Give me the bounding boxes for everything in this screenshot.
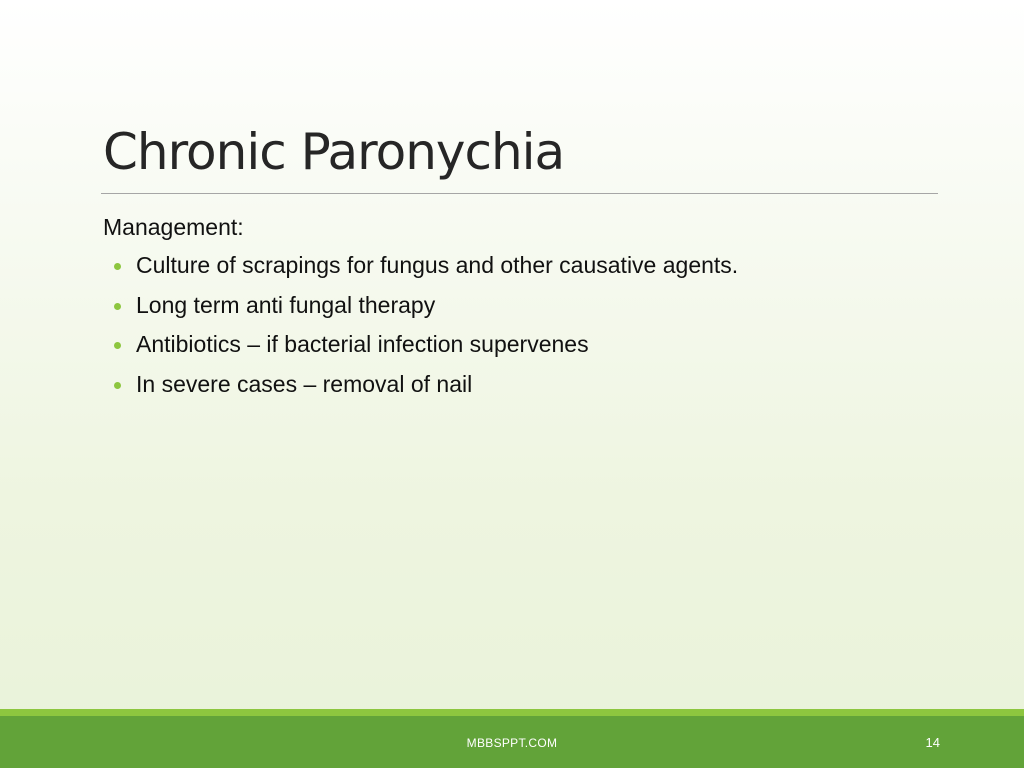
slide-number: 14 [925, 735, 940, 750]
list-item [103, 286, 933, 326]
management-heading: Management: [103, 214, 244, 240]
bullet-text: Antibiotics – if bacterial infection supervenes [136, 331, 589, 357]
list-item [103, 325, 933, 365]
slide-title: Chronic Paronychia [103, 123, 565, 181]
footer-accent-stripe [0, 709, 1024, 716]
bullet-icon [114, 303, 121, 310]
bullet-text: Culture of scrapings for fungus and other causative agents. [136, 252, 739, 278]
list-item [103, 365, 933, 405]
bullet-text: In severe cases – removal of nail [136, 370, 473, 397]
bullet-icon [114, 263, 121, 270]
list-item [103, 246, 933, 286]
bullet-list [103, 246, 933, 404]
slide-body [103, 208, 933, 404]
bullet-icon [114, 382, 121, 389]
title-divider [101, 193, 938, 194]
bullet-icon [114, 342, 121, 349]
bullet-text: Long term anti fungal therapy [136, 291, 436, 318]
footer-site-label: MBBSPPT.COM [466, 736, 558, 750]
